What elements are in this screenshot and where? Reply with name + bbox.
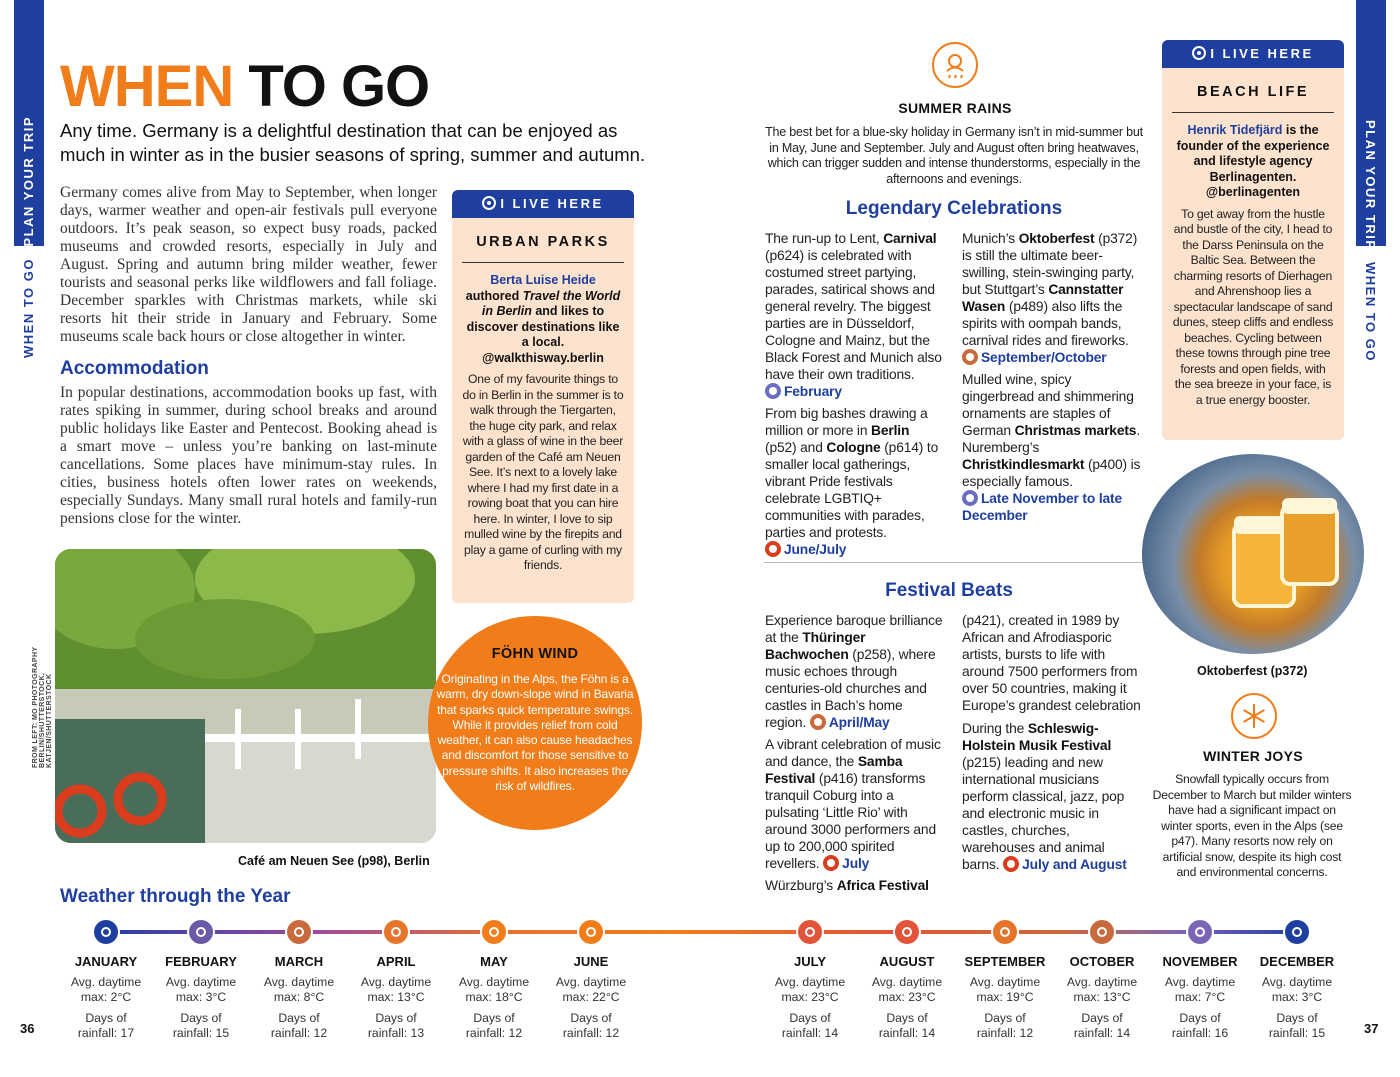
weather-icon (796, 918, 824, 946)
festival-heading: Festival Beats (885, 580, 1013, 601)
samba-item: A vibrant celebration of music and dance, the Samba Festival (p416) transforms tranquil Coburg into a pulsating ‘Little Rio’ with around 3000 performers and up to 200,000 spirited revellers. July (765, 737, 941, 871)
beach-life-badge: I LIVE HERE (1162, 40, 1344, 68)
month-name: AUGUST (879, 954, 935, 969)
winter-joys-text: Snowfall typically occurs from December to March but milder winters have had a significant impact on winter sports, even in the Alps (see p47). Many resorts now rely on artificial snow, despite its high cost and environmental concerns. (1152, 772, 1352, 879)
legendary-col-right (962, 230, 1142, 524)
month-rain: Days of rainfall: 12 (562, 1011, 620, 1040)
month-october (1054, 918, 1150, 1041)
month-temp: Avg. daytime max: 13°C (1066, 975, 1138, 1004)
foehn-title: FÖHN WIND (491, 646, 579, 662)
photo-credit: FROM LEFT: MO PHOTOGRAPHY BERLIN/SHUTTERSTOCK, KATJEN/SHUTTERSTOCK (32, 646, 53, 768)
africa-item-continued: (p421), created in 1989 by African and Afrodiasporic artists, bursts to life with around 7500 performers from over 50 countries, making it Europe’s grandest celebration (962, 613, 1141, 713)
month-name: JULY (793, 954, 827, 969)
month-november (1152, 918, 1248, 1041)
month-temp: Avg. daytime max: 3°C (1261, 975, 1333, 1004)
month-april (348, 918, 444, 1041)
author-handle: @walkthisway.berlin (482, 350, 604, 365)
oktoberfest-caption: Oktoberfest (p372) (1197, 664, 1308, 678)
season-label: February (784, 384, 842, 399)
title-part-1: WHEN (60, 54, 234, 119)
weather-icon (1283, 918, 1311, 946)
snowflake-icon (1231, 693, 1277, 739)
month-december (1249, 918, 1345, 1041)
weather-icon (382, 918, 410, 946)
month-february (153, 918, 249, 1041)
month-rain: Days of rainfall: 14 (1073, 1011, 1131, 1040)
page-number-left: 36 (20, 1021, 35, 1036)
urban-parks-bio: Berta Luise Heide authored Travel the World in Berlin and likes to discover destinations like a local. @walkthisway.berlin (465, 273, 621, 365)
month-july (762, 918, 858, 1041)
urban-parks-title: URBAN PARKS (476, 234, 610, 250)
divider (1172, 112, 1334, 113)
month-name: APRIL (376, 954, 416, 969)
page-title (60, 54, 430, 119)
season-label: Late November to late December (962, 491, 1122, 523)
month-rain: Days of rainfall: 14 (878, 1011, 936, 1040)
africa-item: Würzburg’s Africa Festival (765, 878, 929, 893)
weather-icon (1088, 918, 1116, 946)
accommodation-text: In popular destinations, accommodation books up fast, with rates spiking in summer, during school breaks and around public holidays like Easter and Pentecost. Booking ahead is a smart move – unless you’re banking on last-minute cancellations. Some places have minimum-stay rules. In cities, business hotels often lower rates on weekends, especially Sundays. Many small rural hotels and family-run pensions close for the winter. (60, 384, 437, 527)
page-number-right: 37 (1364, 1021, 1379, 1036)
month-temp: Avg. daytime max: 18°C (458, 975, 530, 1004)
sun-icon (1003, 856, 1019, 872)
pin-icon (1192, 46, 1206, 60)
cloud-sun-icon (962, 349, 978, 365)
right-sub-label: WHEN TO GO (1363, 262, 1378, 362)
author-handle: @berlinagenten (1205, 185, 1301, 199)
weather-icon (285, 918, 313, 946)
divider (462, 262, 624, 263)
month-temp: Avg. daytime max: 23°C (774, 975, 846, 1004)
sun-icon (765, 541, 781, 557)
month-name: DECEMBER (1259, 954, 1335, 969)
month-rain: Days of rainfall: 17 (77, 1011, 135, 1040)
summer-rains-title: SUMMER RAINS (898, 100, 1012, 116)
season-label: July (842, 856, 870, 871)
month-rain: Days of rainfall: 15 (172, 1011, 230, 1040)
urban-parks-body: One of my favourite things to do in Berlin in the summer is to walk through the Tiergarten, the huge city park, and relax with a glass of wine in the beer garden of the Café am Neuen See. It’s next to a lovely lake where I had my first date in a rowing boat that you can hire here. In winter, I love to sip mulled wine by the firepits and play a game of curling with my friends. (462, 372, 624, 572)
month-rain: Days of rainfall: 12 (465, 1011, 523, 1040)
weather-icon (893, 918, 921, 946)
carnival-item: The run-up to Lent, Carnival (p624) is celebrated with costumed street partying, parades, satirical shows and general revelry. The biggest parties are in Düsseldorf, Cologne and Mainz, but the Black Forest and Munich also have their own traditions. February (765, 231, 942, 399)
rain-icon (765, 383, 781, 399)
month-march (251, 918, 347, 1041)
month-may (446, 918, 542, 1041)
photo-caption: Café am Neuen See (p98), Berlin (238, 854, 430, 868)
month-rain: Days of rainfall: 16 (1171, 1011, 1229, 1040)
beach-life-bio: Henrik Tidefjärd is the founder of the experience and lifestyle agency Berlinagenten. @berlinagenten (1176, 123, 1330, 199)
month-name: MAY (480, 954, 508, 969)
rain-icon (962, 490, 978, 506)
accommodation-heading: Accommodation (60, 358, 209, 379)
month-name: SEPTEMBER (964, 954, 1046, 969)
winter-joys-title: WINTER JOYS (1203, 748, 1303, 764)
pin-icon (482, 196, 496, 210)
weather-icon (991, 918, 1019, 946)
sun-icon (823, 855, 839, 871)
oktoberfest-photo (1142, 454, 1364, 654)
left-sub-label: WHEN TO GO (21, 258, 36, 358)
month-january (58, 918, 154, 1041)
weather-icon (1186, 918, 1214, 946)
beach-life-body: To get away from the hustle and bustle of the city, I head to the Darss Peninsula on the Baltic Sea. Between the charming resorts of Dierhagen and Ahrenshoop lies a spectacular landscape of sand dunes, steep cliffs and endless beaches. Cycling between these towns through pine tree forests and open fields, with the sea breeze in your face, is a true energy booster. (1172, 206, 1334, 407)
month-rain: Days of rainfall: 12 (270, 1011, 328, 1040)
title-part-2: TO GO (248, 54, 430, 119)
month-temp: Avg. daytime max: 7°C (1164, 975, 1236, 1004)
month-rain: Days of rainfall: 15 (1268, 1011, 1326, 1040)
left-tab-label: PLAN YOUR TRIP (21, 116, 36, 247)
month-temp: Avg. daytime max: 23°C (871, 975, 943, 1004)
month-rain: Days of rainfall: 12 (976, 1011, 1034, 1040)
month-temp: Avg. daytime max: 22°C (555, 975, 627, 1004)
oktoberfest-item: Munich’s Oktoberfest (p372) is still the ultimate beer-swilling, stein-swinging party, but Stuttgart’s Cannstatter Wasen (p489) also lifts the spirits with oompah bands, carnival rides and fireworks. September/October (962, 231, 1138, 365)
weather-icon (577, 918, 605, 946)
beach-life-box (1162, 40, 1344, 440)
season-label: April/May (828, 715, 890, 730)
season-label: September/October (981, 350, 1107, 365)
christmas-item: Mulled wine, spicy gingerbread and shimmering ornaments are staples of German Christmas markets. Nuremberg’s Christkindlesmarkt (p400) is especially famous. Late November to late December (962, 372, 1141, 523)
author-name: Henrik Tidefjärd (1187, 123, 1283, 137)
month-september (957, 918, 1053, 1041)
cafe-photo (55, 549, 436, 843)
foehn-text: Originating in the Alps, the Föhn is a warm, dry down-slope wind in Bavaria that sparks quick temperature swings. While it provides relief from cold weather, it can also cause headaches and discomfort for those sensitive to pressure shifts. It also increases the risk of wildfires. (436, 672, 634, 794)
foehn-wind-circle (428, 616, 642, 830)
author-name: Berta Luise Heide (490, 273, 596, 287)
month-temp: Avg. daytime max: 8°C (263, 975, 335, 1004)
weather-icon (480, 918, 508, 946)
season-label: July and August (1022, 857, 1127, 872)
month-name: NOVEMBER (1162, 954, 1238, 969)
urban-parks-badge: I LIVE HERE (452, 190, 634, 218)
month-name: FEBRUARY (165, 954, 237, 969)
pride-item: From big bashes drawing a million or more in Berlin (p52) and Cologne (p614) to smaller local gatherings, vibrant Pride festivals celebrate LGBTIQ+ communities with parades, parties and protests. June/July (765, 406, 939, 557)
month-name: MARCH (274, 954, 324, 969)
weather-icon (92, 918, 120, 946)
cafe-illustration (55, 549, 436, 843)
festival-col-right (962, 612, 1142, 873)
intro-text: Any time. Germany is a delightful destination that can be enjoyed as much in winter as in the busier seasons of spring, summer and autumn. (60, 120, 646, 166)
main-paragraph: Germany comes alive from May to September, when longer days, warmer weather and open-air festivals pull everyone outdoors. It’s peak season, so expect busy roads, packed museums and crowded resorts, especially in July and August. Spring and autumn bring milder weather, fewer tourists and seasonal perks like wildflowers and fall foliage. December sparkles with Christmas markets, while ski resorts hit their stride in January and February. Some museums scale back hours or close altogether in winter. (60, 184, 437, 345)
cloud-sun-icon (810, 714, 826, 730)
month-name: JUNE (573, 954, 609, 969)
sun-rain-icon (932, 42, 978, 88)
section-divider (764, 562, 1144, 563)
month-june (543, 918, 639, 1041)
season-label: June/July (784, 542, 847, 557)
month-august (859, 918, 955, 1041)
legendary-col-left (765, 230, 943, 558)
weather-heading: Weather through the Year (60, 886, 291, 907)
month-rain: Days of rainfall: 13 (367, 1011, 425, 1040)
month-name: OCTOBER (1069, 954, 1135, 969)
weather-icon (187, 918, 215, 946)
schleswig-item: During the Schleswig-Holstein Musik Festival (p215) leading and new international musicians perform classical, jazz, pop and electronic music in castles, churches, warehouses and animal barns. July and August (962, 721, 1127, 872)
month-temp: Avg. daytime max: 2°C (70, 975, 142, 1004)
festival-col-left (765, 612, 947, 894)
month-temp: Avg. daytime max: 13°C (360, 975, 432, 1004)
bach-item: Experience baroque brilliance at the Thüringer Bachwochen (p258), where music echoes through centuries-old churches and castles in Bach’s home region. April/May (765, 613, 943, 730)
month-rain: Days of rainfall: 14 (781, 1011, 839, 1040)
month-name: JANUARY (74, 954, 138, 969)
right-tab-label: PLAN YOUR TRIP (1363, 120, 1378, 251)
legendary-heading: Legendary Celebrations (845, 198, 1063, 219)
beach-life-title: BEACH LIFE (1197, 84, 1309, 100)
summer-rains-text: The best bet for a blue-sky holiday in Germany isn’t in mid-summer but in May, June and September. July and August often bring heatwaves, which can trigger sudden and intense thunderstorms, especially in the afternoons and evenings. (765, 125, 1143, 186)
urban-parks-box (452, 190, 634, 603)
month-temp: Avg. daytime max: 3°C (165, 975, 237, 1004)
month-temp: Avg. daytime max: 19°C (969, 975, 1041, 1004)
